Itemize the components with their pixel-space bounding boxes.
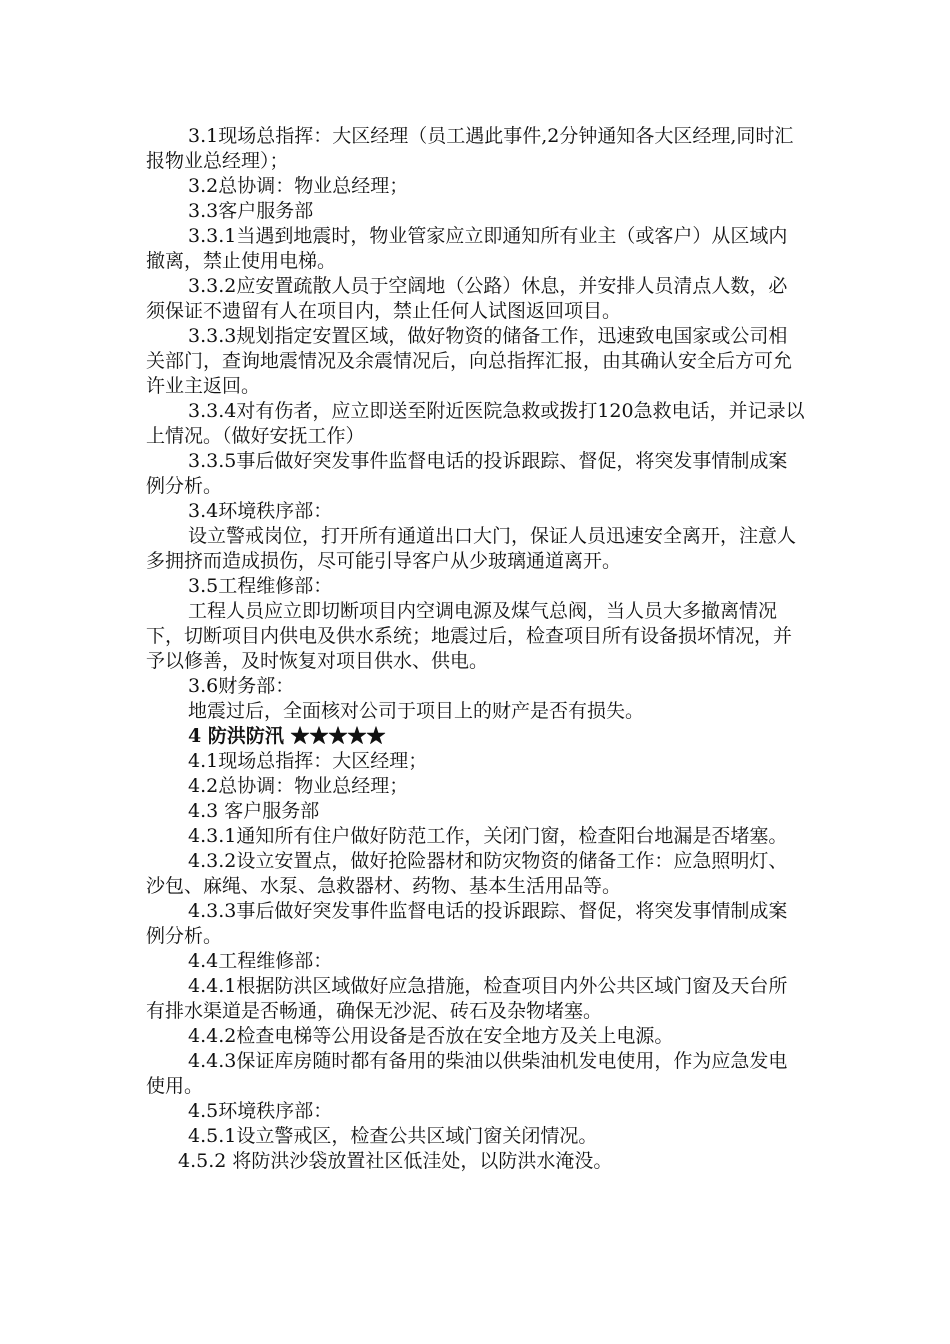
paragraph-3-3-5: 3.3.5事后做好突发事件监督电话的投诉跟踪、督促，将突发事情制成案例分析。: [146, 450, 788, 497]
paragraph-3-5: 3.5工程维修部：: [188, 575, 333, 597]
paragraph-4-4-2: 4.4.2检查电梯等公用设备是否放在安全地方及关上电源。: [188, 1025, 674, 1047]
document-body: [146, 124, 806, 1174]
paragraph-4-2: 4.2总协调：物业总经理；: [188, 775, 409, 797]
paragraph-4-3-2: 4.3.2设立安置点，做好抢险器材和防灾物资的储备工作：应急照明灯、沙包、麻绳、水泵、急救器材、药物、基本生活用品等。: [146, 850, 788, 897]
paragraph-3-3-4: 3.3.4对有伤者，应立即送至附近医院急救或拨打120急救电话，并记录以上情况。（做好安抚工作）: [146, 400, 805, 447]
paragraph-4-5-2: 4.5.2 将防洪沙袋放置社区低洼处，以防洪水淹没。: [178, 1150, 613, 1172]
section-heading-4: 4 防洪防汛 ★★★★★: [188, 725, 386, 747]
paragraph-3-6: 3.6财务部：: [188, 675, 295, 697]
paragraph-4-3: 4.3 客户服务部: [188, 800, 320, 822]
paragraph-4-4: 4.4工程维修部：: [188, 950, 333, 972]
paragraph-3-2: 3.2总协调：物业总经理；: [188, 175, 409, 197]
paragraph-4-4-1: 4.4.1根据防洪区域做好应急措施，检查项目内外公共区域门窗及天台所有排水渠道是否畅通，确保无沙泥、砖石及杂物堵塞。: [146, 975, 788, 1022]
paragraph-3-1: 3.1现场总指挥：大区经理（员工遇此事件,2分钟通知各大区经理,同时汇报物业总经理）；: [146, 125, 794, 172]
paragraph-4-5-1: 4.5.1设立警戒区，检查公共区域门窗关闭情况。: [188, 1125, 598, 1147]
paragraph-3-6-text: 地震过后，全面核对公司于项目上的财产是否有损失。: [188, 700, 645, 722]
paragraph-3-4: 3.4环境秩序部：: [188, 500, 333, 522]
paragraph-3-3-2: 3.3.2应安置疏散人员于空阔地（公路）休息，并安排人员清点人数，必须保证不遗留有人在项目内，禁止任何人试图返回项目。: [146, 275, 788, 322]
paragraph-4-4-3: 4.4.3保证库房随时都有备用的柴油以供柴油机发电使用，作为应急发电使用。: [146, 1050, 788, 1097]
paragraph-3-3-3: 3.3.3规划指定安置区域，做好物资的储备工作，迅速致电国家或公司相关部门，查询地震情况及余震情况后，向总指挥汇报，由其确认安全后方可允许业主返回。: [146, 325, 793, 397]
paragraph-4-3-1: 4.3.1通知所有住户做好防范工作，关闭门窗，检查阳台地漏是否堵塞。: [188, 825, 788, 847]
paragraph-3-4-text: 设立警戒岗位，打开所有通道出口大门，保证人员迅速安全离开，注意人多拥挤而造成损伤，尽可能引导客户从少玻璃通道离开。: [146, 525, 797, 572]
paragraph-3-3-1: 3.3.1当遇到地震时，物业管家应立即通知所有业主（或客户）从区域内撤离，禁止使用电梯。: [146, 225, 788, 272]
paragraph-4-3-3: 4.3.3事后做好突发事件监督电话的投诉跟踪、督促，将突发事情制成案例分析。: [146, 900, 788, 947]
paragraph-4-5: 4.5环境秩序部：: [188, 1100, 333, 1122]
paragraph-3-5-text: 工程人员应立即切断项目内空调电源及煤气总阀，当人员大多撤离情况下，切断项目内供电及供水系统；地震过后，检查项目所有设备损坏情况，并予以修善，及时恢复对项目供水、供电。: [146, 600, 793, 672]
paragraph-4-1: 4.1现场总指挥：大区经理；: [188, 750, 428, 772]
paragraph-3-3: 3.3客户服务部: [188, 200, 314, 222]
